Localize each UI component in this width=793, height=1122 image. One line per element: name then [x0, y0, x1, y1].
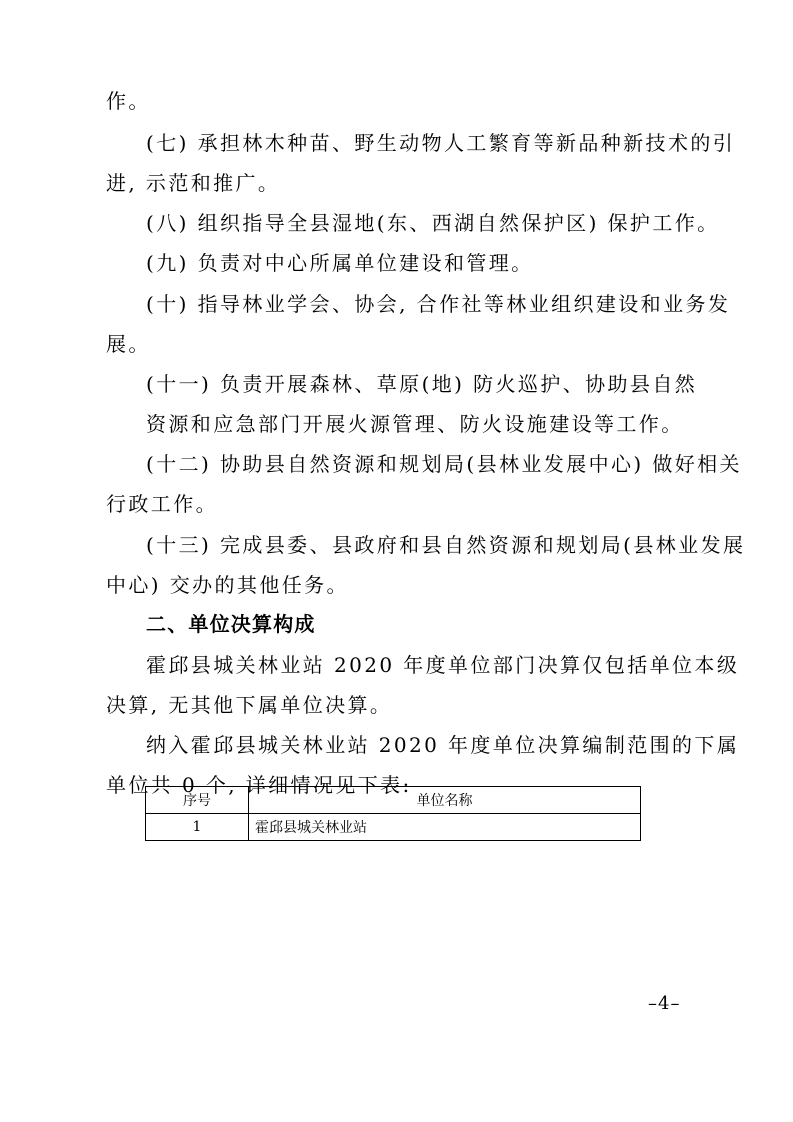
paragraph-line: (十三) 完成县委、县政府和县自然资源和规划局(县林业发展 — [146, 533, 746, 557]
paragraph-line: 进, 示范和推广。 — [106, 171, 281, 195]
paragraph-line: 展。 — [106, 332, 151, 356]
paragraph-line: 单位共 0 个, 详细情况见下表: — [106, 773, 412, 797]
paragraph-line: (十二) 协助县自然资源和规划局(县林业发展中心) 做好相关 — [146, 452, 742, 476]
table-header-row — [146, 787, 641, 814]
cell-seq: 1 — [146, 814, 249, 841]
paragraph-line: 作。 — [106, 89, 151, 113]
paragraph-line: (八) 组织指导全县湿地(东、西湖自然保护区) 保护工作。 — [146, 211, 720, 235]
paragraph-line: 资源和应急部门开展火源管理、防火设施建设等工作。 — [146, 412, 684, 436]
header-seq: 序号 — [146, 787, 249, 814]
paragraph-line: (十) 指导林业学会、协会, 合作社等林业组织建设和业务发 — [146, 292, 731, 316]
paragraph-line: (九) 负责对中心所属单位建设和管理。 — [146, 251, 534, 275]
page-number: –4– — [648, 993, 681, 1014]
paragraph-line: 霍邱县城关林业站 2020 年度单位部门决算仅包括单位本级 — [146, 653, 740, 677]
paragraph-line: 决算, 无其他下属单位决算。 — [106, 693, 393, 717]
cell-unit-name: 霍邱县城关林业站 — [249, 814, 641, 841]
header-unit-name: 单位名称 — [249, 787, 641, 814]
unit-table — [145, 786, 641, 841]
table-row — [146, 814, 641, 841]
paragraph-line: 行政工作。 — [106, 492, 218, 516]
section-heading: 二、单位决算构成 — [146, 612, 316, 636]
paragraph-line: (十一) 负责开展森林、草原(地) 防火巡护、协助县自然 — [146, 372, 698, 396]
paragraph-line: 中心) 交办的其他任务。 — [106, 573, 349, 597]
paragraph-line: 纳入霍邱县城关林业站 2020 年度单位决算编制范围的下属 — [146, 733, 740, 757]
paragraph-line: (七) 承担林木种苗、野生动物人工繁育等新品种新技术的引 — [146, 131, 736, 155]
